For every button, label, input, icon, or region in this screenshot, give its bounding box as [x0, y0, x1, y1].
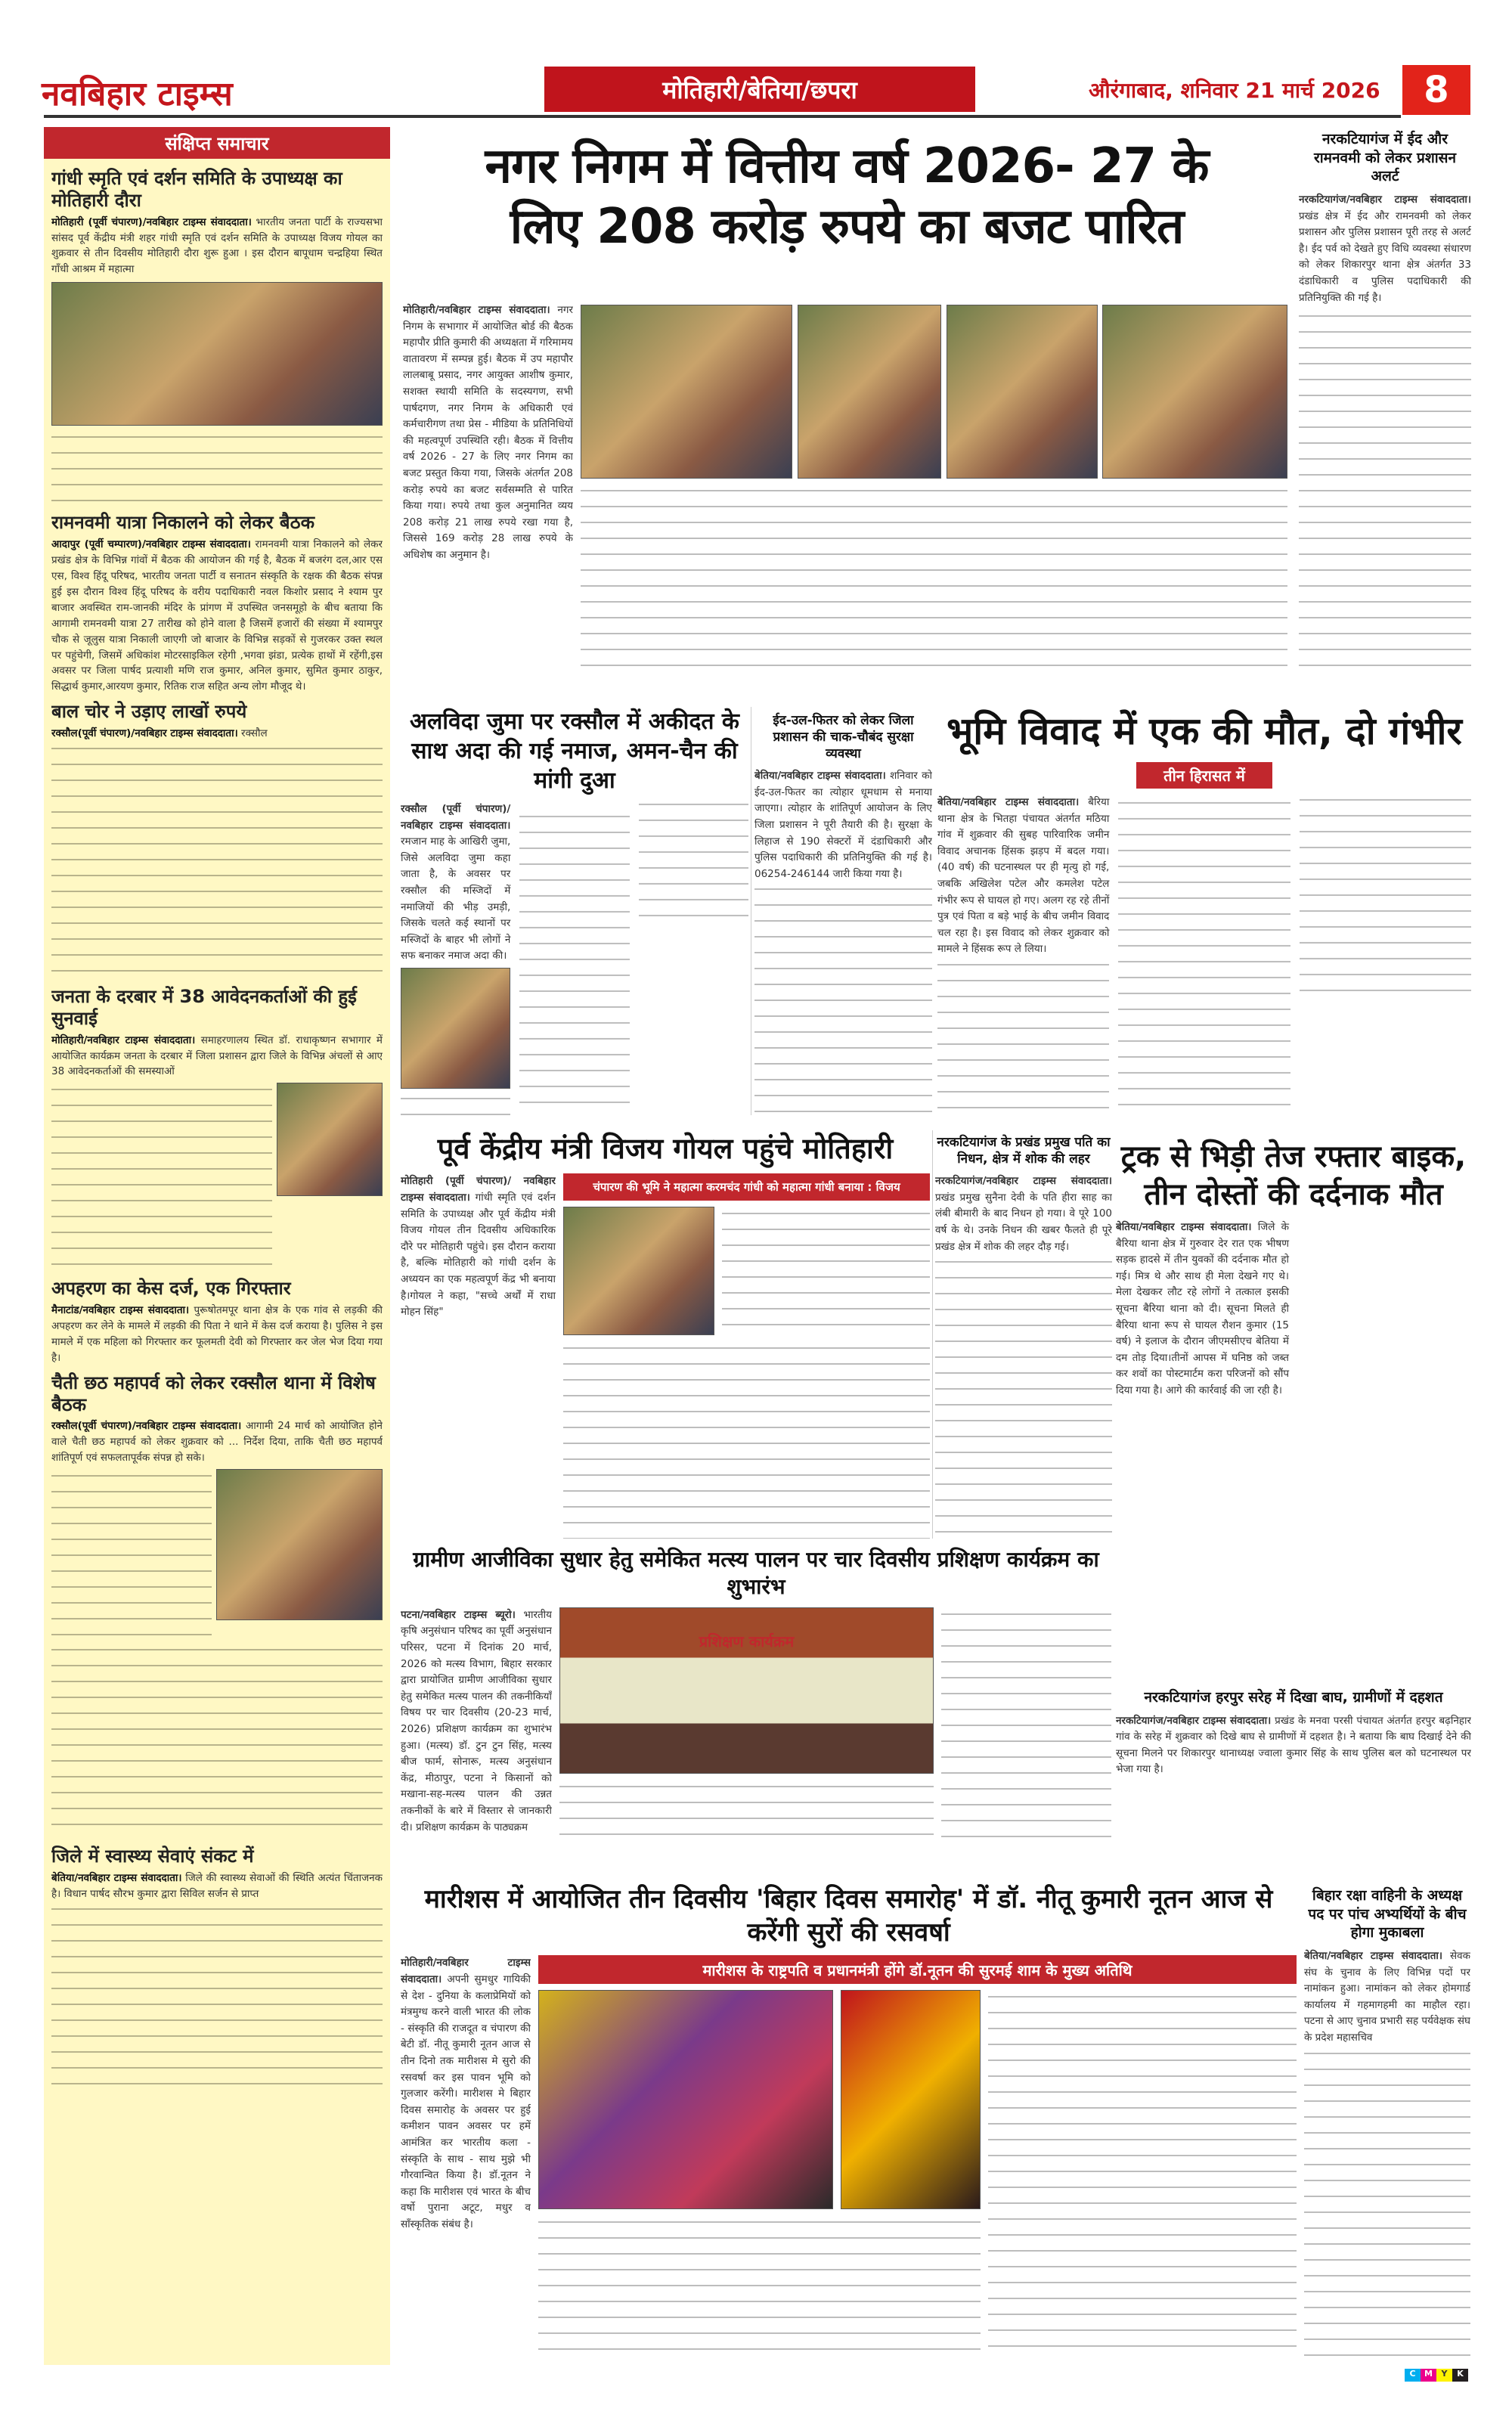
mauritius-text-continued	[538, 2215, 981, 2359]
mauritius-photo-2	[841, 1990, 981, 2209]
fish-body	[401, 1607, 552, 1849]
narkatia-dateline: नरकटियागंज/नवबिहार टाइम्स संवाददाता।	[935, 1175, 1112, 1188]
land-body	[937, 795, 1471, 1115]
lead-body	[403, 302, 573, 680]
goyal-text: गांधी स्मृति एवं दर्शन समिति के उपाध्यक्ष और पूर्व केंद्रीय मंत्री विजय गोयल तीन दिवसीय अधिकारिक दौरे पर मोतिहारी पहुंचे। इस दौरान कराया है, बल्कि मोतिहारी को गांधी दर्शन के अध्ययन का एक महत्वपूर्ण केंद्र भी बनाया है।गोयल ने कहा, "सच्चे अर्थों में राधा मोहन सिंह"	[401, 1191, 556, 1319]
brief-text-continued	[51, 742, 383, 980]
brief-text: पुरूषोतमपूर थाना क्षेत्र के एक गांव से लड़की की अपहरण कर लेने के मामले में लड़की की पिता ने थाने में केस दर्ज कराया है। पुलिस ने इस मामले में एक महिला को गिरफ्तार कर फूलमती देवी को गिरफ्तार कर जेल भेज दिया गया है।	[51, 1304, 383, 1364]
right-top-text: प्रखंड क्षेत्र में ईद और रामनवमी को लेकर प्रशासन और पुलिस प्रशासन पूरी तरह से अलर्ट है। ईद पर्व को देखते हुए विधि व्यवस्था संधारण को लेकर शिकारपुर थाना क्षेत्र अंतर्गत 33 दंडाधिकारी व पुलिस पदाधिकारी की प्रतिनियुक्ति की गई है।	[1299, 209, 1471, 304]
mauritius-content	[538, 1990, 1297, 2359]
land-text: बैरिया थाना क्षेत्र के भितहा पंचायत अंतर्गत मठिया गांव में शुक्रवार की सुबह पारिवारिक जमीन विवाद अचानक हिंसक झड़प में बदल गया। (40 वर्ष) की घटनास्थल पर ही मृत्यु हो गई, जबकि अखिलेश पटेल और कमलेश पटेल गंभीर रूप से घायल हो गए। अलग रह रहे तीनों पुत्र एवं पिता व बड़े भाई के बीच जमीन विवाद चल रहा है। इस विवाद को लेकर शुक्रवार को मामले ने हिंसक रूप ले लिया।	[937, 796, 1110, 956]
lead-headline	[401, 136, 1293, 257]
alvida-article	[401, 707, 748, 1115]
mauritius-article	[401, 1883, 1297, 2359]
brief-dateline: मैनाटांड/नवबिहार टाइम्स संवाददाता।	[51, 1304, 190, 1317]
fish-headline: ग्रामीण आजीविका सुधार हेतु समेकित मत्स्य पालन पर चार दिवसीय प्रशिक्षण कार्यक्रम का शुभारंभ	[413, 1547, 1099, 1600]
right-top-body	[1299, 192, 1471, 680]
brief-title: रामनवमी यात्रा निकालने को लेकर बैठक	[51, 512, 315, 534]
masthead-logo: नवबिहार टाइम्स	[42, 75, 233, 113]
mauritius-columns	[401, 1955, 1297, 2359]
black-mark: K	[1452, 2369, 1468, 2382]
mauritius-photo-1	[538, 1990, 833, 2209]
goyal-photo	[563, 1207, 714, 1335]
eid-headline: ईद-उल-फितर को लेकर जिला प्रशासन की चाक-चौबंद सुरक्षा व्यवस्था	[773, 713, 914, 762]
tiger-article	[1116, 1688, 1471, 1845]
lead-photo-2	[798, 305, 941, 479]
lead-body-continued	[581, 484, 1287, 677]
header-rule	[44, 115, 1401, 118]
land-headline: भूमि विवाद में एक की मौत, दो गंभीर	[947, 709, 1462, 753]
brief-title: जिले में स्वास्थ्य सेवाएं संकट में	[51, 1846, 254, 1867]
page-number: 8	[1402, 65, 1470, 115]
brief-dateline: बेतिया/नवबिहार टाइम्स संवाददाता।	[51, 1872, 182, 1885]
cmyk-print-marks	[1405, 2369, 1468, 2382]
tiger-dateline: नरकटियागंज/नवबिहार टाइम्स संवाददाता।	[1116, 1714, 1272, 1727]
goyal-dateline: मोतिहारी (पूर्वी चंपारण)/ नवबिहार टाइम्स संवाददाता।	[401, 1175, 556, 1204]
alvida-photo	[401, 968, 510, 1089]
fish-dateline: पटना/नवबिहार टाइम्स ब्यूरो।	[401, 1608, 516, 1621]
fish-columns	[401, 1607, 1111, 1849]
truck-article	[1116, 1138, 1471, 1682]
eid-body	[754, 768, 932, 1115]
fish-middle	[559, 1607, 934, 1849]
brief-item	[51, 1372, 383, 1839]
brief-dateline: रक्सौल(पूर्वी चंपारण)/नवबिहार टाइम्स संवाददाता।	[51, 1420, 242, 1433]
brief-item	[51, 986, 383, 1272]
fish-banner-text: प्रशिक्षण कार्यक्रम	[699, 1632, 795, 1650]
brief-title: गांधी स्मृति एवं दर्शन समिति के उपाध्यक्ष का मोतिहारी दौरा	[51, 168, 342, 211]
brief-item	[51, 701, 383, 980]
truck-headline	[1116, 1138, 1471, 1213]
mauritius-text: अपनी सुमधुर गायिकी से देश - दुनिया के कलाप्रेमियों को मंत्रमुग्ध करने वाली भारत की लोक - संस्कृति की राजदूत व चंपारण की बेटी डॉ. नीतू कुमारी नूतन आज से तीन दिनो तक मारीशस मे सुरो की रसवर्षा कर इस पावन भूमि को गुलजार करेंगी। मारीशस मे बिहार दिवस समारोह के अवसर पर हुई कमीशन पावन अवसर पर हमें आमंत्रित कर भारतीय कला - संस्कृति के साथ - साथ मुझे भी गौरवान्वित किया है। डॉ.नूतन ने कहा कि मारीशस एवं भारत के बीच वर्षो पुराना अटूट, मधुर व सॉंस्कृतिक संबंध है।	[401, 1973, 531, 2230]
truck-body	[1116, 1220, 1471, 1682]
briefs-list	[51, 162, 383, 2354]
section-banner: मोतिहारी/बेतिया/छपरा	[544, 67, 975, 112]
brief-text-continued	[51, 1083, 272, 1272]
alvida-dateline: रक्सौल (पूर्वी चंपारण)/नवबिहार टाइम्स संवाददाता।	[401, 803, 511, 832]
brief-text: जिले की स्वास्थ्य सेवाओं की स्थिति अत्यंत चिंताजनक है। विधान पार्षद सौरभ कुमार द्वारा सिविल सर्जन से प्राप्त	[51, 1872, 383, 1900]
brief-photo	[216, 1469, 383, 1620]
brief-dateline: आदापुर (पूर्वी चम्पारण)/नवबिहार टाइम्स संवाददाता।	[51, 538, 251, 551]
right-top-article	[1299, 130, 1471, 680]
land-dateline: बेतिया/नवबिहार टाइम्स संवाददाता।	[937, 796, 1080, 808]
truck-text: जिले के बैरिया थाना क्षेत्र में गुरुवार देर रात एक भीषण सड़क हादसे में तीन युवकों की दर्दनाक मौत हो गई। मित्र थे और साथ ही मेला देखने गए थे।मेला देखकर लौट रहे लोगों ने तत्काल इसकी सूचना बैरिया थाना को दी। सूचना मिलते ही बैरिया थाना रूप से घायल रौशन कुमार (15 वर्ष) ने इलाज के दौरान जीएमसीएच बेतिया में दम तोड़ दिया।तीनों आपस में घनिष्ठ को जब्त कर शवों का पोस्टमार्टम करा परिजनों को सौंप दिया गया है। आगे की कार्रवाई की जा रही है।	[1116, 1221, 1289, 1396]
brief-text-continued	[51, 1469, 212, 1643]
narkatia-text: प्रखंड प्रमुख सुनैना देवी के पति हीरा साह का लंबी बीमारी के बाद निधन हो गया। वे पूरे 100 वर्ष के थे। उनके निधन की खबर फैलते ही पूरे प्रखंड क्षेत्र में शोक की लहर दौड़ गई।	[935, 1191, 1112, 1253]
brief-title: अपहरण का केस दर्ज, एक गिरफ्तार	[51, 1278, 291, 1300]
brief-photo	[277, 1083, 383, 1196]
narkatia-article	[935, 1134, 1112, 1539]
raksha-article	[1304, 1886, 1470, 2359]
raksha-text: सेवक संघ के चुनाव के लिए विभिन्न पदों पर नामांकन हुआ। नामांकन को लेकर होमगार्ड कार्यालय में गहमागहमी का माहौल रहा। पटना से आए चुनाव प्रभारी सह पर्यवेक्षक संघ के प्रदेश महासचिव	[1304, 1950, 1470, 2044]
brief-item	[51, 1278, 383, 1365]
mauritius-headline: मारीशस में आयोजित तीन दिवसीय 'बिहार दिवस समारोह' में डॉ. नीतू कुमारी नूतन आज से करेंगी सुरों की रसवर्षा	[424, 1884, 1273, 1948]
land-article	[937, 707, 1471, 1115]
brief-dateline: मोतिहारी (पूर्वी चंपारण)/नवबिहार टाइम्स संवाददाता।	[51, 215, 252, 228]
brief-title: चैती छठ महापर्व को लेकर रक्सौल थाना में विशेष बैठक	[51, 1371, 376, 1415]
brief-text: रक्सौल	[241, 727, 268, 740]
mauritius-right	[538, 1955, 1297, 2359]
fish-article	[401, 1546, 1111, 1849]
goyal-text-continued	[722, 1207, 930, 1335]
goyal-tag: चंपारण की भूमि ने महात्मा करमचंद गांधी को महात्मा गांधी बनाया : विजय	[563, 1173, 930, 1201]
fish-text: भारतीय कृषि अनुसंधान परिषद का पूर्वी अनुसंधान परिसर, पटना में दिनांक 20 मार्च, 2026 को मत्स्य विभाग, बिहार सरकार द्वारा प्रायोजित ग्रामीण आजीविका सुधार हेतु समेकित मत्स्य पालन की तकनीकियाँ विषय पर चार दिवसीय (20-23 मार्च, 2026) प्रशिक्षण कार्यक्रम का शुभारंभ हुआ। (मत्स्य) डॉ. टुन टुन सिंह, मत्स्य बीज फार्म, सोनारू, मत्स्य अनुसंधान केंद्र, मीठापुर, पटना ने किसानों को मखाना-सह-मत्स्य पालन की उन्नत तकनीकों के बारे में विस्तार से जानकारी दी। प्रशिक्षण कार्यक्रम के पाठ्यक्रम	[401, 1608, 552, 1833]
brief-item	[51, 1846, 383, 2091]
brief-title: जनता के दरबार में 38 आवेदनकर्ताओं की हुई सुनवाई	[51, 986, 357, 1029]
raksha-dateline: बेतिया/नवबिहार टाइम्स संवाददाता।	[1304, 1950, 1443, 1963]
lead-headline-line-2: लिए 208 करोड़ रुपये का बजट पारित	[510, 199, 1184, 255]
mauritius-media	[538, 1990, 981, 2359]
goyal-article	[401, 1130, 930, 1539]
fish-text-continued	[559, 1780, 934, 1849]
mauritius-body	[401, 1955, 531, 2359]
brief-text-continued	[51, 1902, 383, 2091]
fish-text-continued	[941, 1607, 1111, 1849]
goyal-body	[401, 1173, 556, 1539]
goyal-headline: पूर्व केंद्रीय मंत्री विजय गोयल पहुंचे मोतिहारी	[437, 1132, 894, 1165]
raksha-headline: बिहार रक्षा वाहिनी के अध्यक्ष पद पर पांच अभ्यर्थियों के बीच होगा मुकाबला	[1308, 1887, 1467, 1942]
truck-dateline: बेतिया/नवबिहार टाइम्स संवाददाता।	[1116, 1221, 1252, 1233]
mauritius-dateline: मोतिहारी/नवबिहार टाइम्स संवाददाता।	[401, 1957, 531, 1985]
mauritius-tag: मारीशस के राष्ट्रपति व प्रधानमंत्री होंगे डॉ.नूतन की सुरमई शाम के मुख्य अतिथि	[538, 1955, 1297, 1984]
briefs-header: संक्षिप्त समाचार	[44, 127, 390, 159]
brief-photo	[51, 282, 383, 426]
brief-item	[51, 168, 383, 506]
column-divider	[932, 1130, 933, 1539]
fish-photo	[559, 1607, 934, 1774]
lead-headline-line-1: नगर निगम में वित्तीय वर्ष 2026- 27 के	[485, 138, 1209, 194]
truck-headline-line-2: तीन दोस्तों की दर्दनाक मौत	[1144, 1177, 1443, 1212]
goyal-text-continued	[563, 1341, 930, 1539]
right-top-headline: नरकटियागंज में ईद और रामनवमी को लेकर प्रशासन अलर्ट	[1313, 131, 1457, 185]
brief-dateline: मोतिहारी/नवबिहार टाइम्स संवाददाता।	[51, 1034, 196, 1046]
narkatia-headline: नरकटियागंज के प्रखंड प्रमुख पति का निधन, क्षेत्र में शोक की लहर	[937, 1135, 1111, 1167]
right-top-dateline: नरकटियागंज/नवबिहार टाइम्स संवाददाता।	[1299, 194, 1471, 206]
truck-headline-line-1: ट्रक से भिड़ी तेज रफ्तार बाइक,	[1120, 1139, 1467, 1174]
cyan-mark: C	[1405, 2369, 1421, 2382]
narkatia-body	[935, 1173, 1112, 1539]
brief-text-continued	[51, 1643, 383, 1839]
goyal-right	[563, 1173, 930, 1539]
land-tag: तीन हिरासत में	[1136, 762, 1272, 789]
goyal-columns	[401, 1173, 930, 1539]
brief-title: बाल चोर ने उड़ाए लाखों रुपये	[51, 701, 247, 723]
brief-text: रामनवमी यात्रा निकालने को लेकर प्रखंड क्षेत्र के विभिन्न गांवों में बैठक की आयोजन की गई है, बैठक में बजरंग दल,आर एस एस, विश्व हिंदू परिषद, भारतीय जनता पार्टी व सनातन संस्कृति के रक्षक की बैठक संपन्न हुई इस दौरान विश्व हिंदू परिषद के वरीय पदाधिकारी नवल किशोर प्रसाद ने श्याम पुर बाजार अवस्थित राम-जानकी मंदिर के प्रांगण में उपस्थित जनसमूहो के बीच बताया कि आगामी रामनवमी यात्रा 27 तारीख को होने वाला है जिसमें हजारों की संख्या में श्यामपुर चौक से जूलुस यात्रा निकाली जाएगी जो बाजार के विभिन्न सड़कों से गुजरकर उक्त स्थल पर पहुंचेगी, जिसमें अधिकांश मोटरसाइकिल रहेगी ,भगवा झंडा, प्रत्येक हाथों में रहेंगी,इस अवसर पर जिला पार्षद प्रत्याशी मणि राज कुमार, अनिल कुमार, सुमित कुमार ठाकुर, सिद्धार्थ कुमार,आरयण कुमार, रितिक राज सहित अन्य लोग मौजूद थे।	[51, 538, 383, 693]
eid-article	[754, 712, 932, 1115]
alvida-headline: अलविदा जुमा पर रक्सौल में अकीदत के साथ अदा की गई नमाज, अमन-चैन की मांगी दुआ	[410, 708, 739, 794]
magenta-mark: M	[1421, 2369, 1436, 2382]
yellow-mark: Y	[1436, 2369, 1452, 2382]
mauritius-text-continued	[988, 1990, 1297, 2359]
eid-dateline: बेतिया/नवबिहार टाइम्स संवाददाता।	[754, 770, 886, 783]
lead-text: नगर निगम के सभागार में आयोजित बोर्ड की बैठक महापौर प्रीति कुमारी की अध्यक्षता में गरिमामय वातावरण में सम्पन्न हुई। बैठक में उप महापौर लालबाबू प्रसाद, नगर आयुक्त आशीष कुमार, सशक्त स्थायी समिति के सदस्यगण, सभी पार्षदगण, नगर निगम के अधिकारी एवं कर्मचारीगण तथा प्रेस - मीडिया के प्रतिनिधियों की महत्वपूर्ण उपस्थिति रही। बैठक में वित्तीय वर्ष 2026 - 27 के लिए नगर निगम का बजट प्रस्तुत किया गया, जिसके अंतर्गत 208 करोड़ रुपये का बजट सर्वसम्मति से पारित किया गया। रुपये तथा कुल अनुमानित व्यय 208 करोड़ 21 लाख रुपये रखा गया है, जिससे 169 करोड़ 28 लाख रुपये के अधिशेष का अनुमान है।	[403, 304, 573, 561]
brief-text: भारतीय जनता पार्टी के राज्यसभा सांसद पूर्व केंद्रीय मंत्री शहर गांधी स्मृति एवं दर्शन समिति के उपाध्यक्ष विजय गोयल का शुक्रवार से तीन दिवसीय मोतिहारी दौरा शुरू हुआ । इस दौरान बापूधाम चन्द्रहिया स्थित गाँधी आश्रम में महात्मा	[51, 215, 383, 276]
lead-photo-4	[1102, 305, 1287, 479]
edition-date: औरंगाबाद, शनिवार 21 मार्च 2026	[1089, 78, 1380, 103]
brief-dateline: रक्सौल(पूर्वी चंपारण)/नवबिहार टाइम्स संवाददाता।	[51, 727, 238, 740]
eid-text-continued	[754, 882, 932, 1115]
brief-text-continued	[51, 430, 383, 506]
brief-text: आगामी 24 मार्च को आयोजित होने वाले चैती छठ महापर्व को लेकर शुक्रवार को ... निर्देश दिया, ताकि चैती छठ महापर्व शांतिपूर्ण एवं सफलतापूर्वक संपन्न हो सके।	[51, 1420, 383, 1464]
lead-photo-1	[581, 305, 792, 479]
eid-text: शनिवार को ईद-उल-फितर का त्योहार धूमधाम से मनाया जाएगा। त्योहार के शांतिपूर्ण आयोजन के लिए जिला प्रशासन ने पूरी तैयारी की है। सुरक्षा के लिहाज से 190 सेक्टरों में दंडाधिकारी और पुलिस पदाधिकारी की प्रतिनियुक्ति की गई है। 06254-246144 जारी किया गया है।	[754, 770, 932, 880]
brief-text: समाहरणालय स्थित डॉ. राधाकृष्णन सभागार में आयोजित कार्यक्रम जनता के दरबार में जिला प्रशासन द्वारा जिले के विभिन्न अंचलों से आए 38 आवेदनकर्ताओं की समस्याओं	[51, 1034, 383, 1078]
lead-dateline: मोतिहारी/नवबिहार टाइम्स संवाददाता।	[403, 304, 550, 316]
alvida-body	[401, 801, 748, 1115]
brief-item	[51, 512, 383, 695]
tiger-body	[1116, 1713, 1471, 1845]
narkatia-text-continued	[935, 1255, 1112, 1539]
raksha-text-continued	[1304, 2047, 1470, 2359]
raksha-body	[1304, 1948, 1470, 2359]
tiger-text: प्रखंड के मनवा परसी पंचायत अंतर्गत हरपुर बढ़निहार गांव के सरेह में शुक्रवार को दिखे बाघ से ग्रामीणों में दहशत है। ने बताया कि बाघ दिखाई देने की सूचना मिलने पर शिकारपुर थानाध्यक्ष ज्वाला कुमार सिंह के साथ पुलिस बल को घटनास्थल पर भेजा गया है।	[1116, 1714, 1471, 1776]
right-top-text-continued	[1299, 309, 1471, 680]
tiger-headline: नरकटियागंज हरपुर सरेह में दिखा बाघ, ग्रामीणों में दहशत	[1144, 1689, 1443, 1706]
lead-photo-3	[947, 305, 1098, 479]
alvida-text: रमजान माह के आखिरी जुमा, जिसे अलविदा जुमा कहा जाता है, के अवसर पर रक्सौल की मस्जिदों में नमाजियों की भीड़ उमड़ी, जिसके चलते कई स्थानों पर मस्जिदों के बाहर भी लोगों ने सफ बनाकर नमाज अदा की।	[401, 835, 511, 962]
